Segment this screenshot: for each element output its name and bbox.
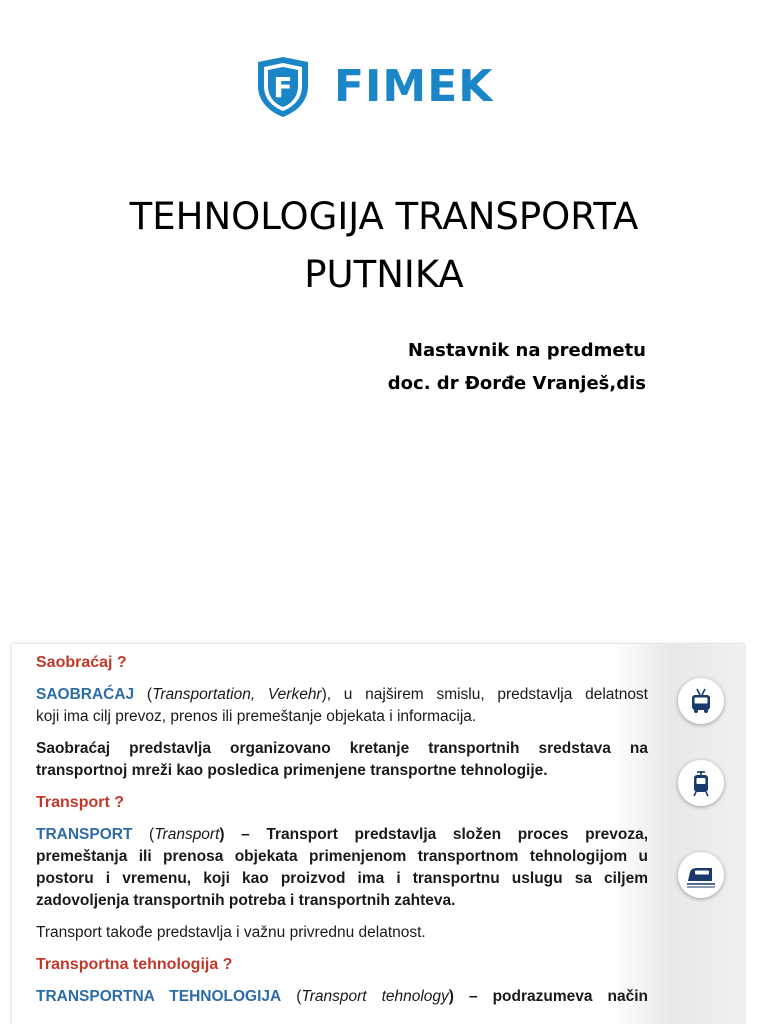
text-fragment: ( [281,988,302,1005]
keyword: TRANSPORT [36,826,133,843]
paragraph-line: Saobraćaj predstavlja organizovano kretanje transportnih sredstava na [36,740,648,757]
heading-transport: Transport ? [36,794,125,811]
trolleybus-icon [678,678,724,724]
slide-title [0,188,768,304]
content-slide [12,644,744,1024]
italic-term: Transport tehnology [301,988,449,1005]
heading-saobracaj: Saobraćaj ? [36,654,127,671]
logo-text: FIMEK [334,61,494,112]
teacher-label: Nastavnik na predmetu [407,340,646,361]
paragraph-line [36,684,648,706]
paragraph-line: premeštanja ili prenosa objekata primenjenom transportnom tehnologijom u [36,848,648,865]
title-line-1: TEHNOLOGIJA TRANSPORTA [129,195,639,238]
slide-text [36,652,648,1018]
paragraph-saobracaj-definition [36,684,648,728]
teacher-block [388,334,646,400]
logo-letter: F [273,71,293,104]
paragraph-saobracaj-organized [36,738,648,782]
paragraph-line: postoru i vremenu, koji kao proizvod ima i transportnu uslugu sa ciljem [36,870,648,887]
text-fragment: ) – Transport predstavlja složen proces prevoza, [219,826,649,843]
paragraph-line: zadovoljenja transportnih potreba i transportnih zahteva. [36,892,456,909]
text-fragment: ), u najširem smislu, predstavlja delatnost [321,686,648,703]
keyword: SAOBRAĆAJ [36,686,135,703]
teacher-name: doc. dr Đorđe Vranješ,dis [387,373,646,394]
title-line-2: PUTNIKA [304,253,464,296]
paragraph-line [36,824,648,846]
paragraph-line: transportnoj mreži kao posledica primenjene transportne tehnologije. [36,762,548,779]
italic-term: Transportation, Verkehr [152,686,322,703]
text-fragment: ( [132,826,155,843]
text-fragment: ) – podrazumeva način [448,988,648,1005]
tram-icon [678,760,724,806]
italic-term: Transport [154,826,220,843]
paragraph-line [36,986,648,1008]
paragraph-line: koji ima cilj prevoz, prenos ili premeštanje objekata i informacija. [36,708,477,725]
keyword: TRANSPORTNA TEHNOLOGIJA [36,988,282,1005]
heading-transportna-tehnologija: Transportna tehnologija ? [36,956,233,973]
fimek-logo [254,56,493,118]
shield-icon [254,56,312,118]
paragraph-transport-definition [36,824,648,912]
text-fragment: ( [134,686,153,703]
paragraph-transport-economy: Transport takođe predstavlja i važnu privrednu delatnost. [36,924,426,941]
train-icon [678,852,724,898]
paragraph-tehnologija-definition [36,986,648,1008]
